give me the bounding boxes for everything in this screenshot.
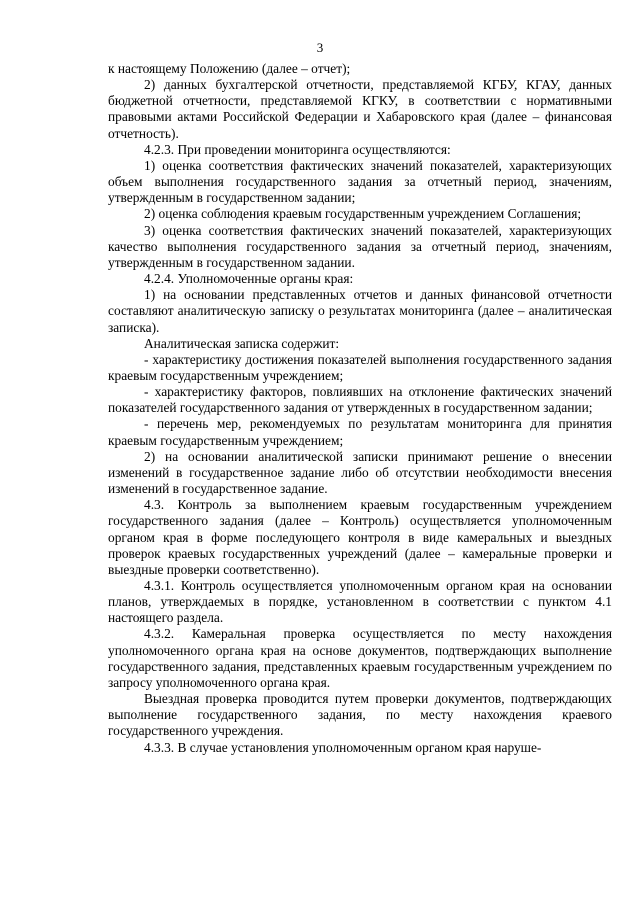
paragraph: Аналитическая записка содержит: [144,335,340,351]
paragraph: - характеристику достижения показателей выполнения государственного задания краевым государственным учреждением; [108,351,612,383]
paragraph: 4.2.3. При проведении мониторинга осуществляются: [144,141,451,157]
document-body [108,61,612,756]
paragraph: к настоящему Положению (далее – отчет); [108,61,351,76]
paragraph: Выездная проверка проводится путем проверки документов, подтверждающих выполнение государственного задания, по месту нахождения краевого государственного учреждения. [108,691,612,739]
paragraph: 2) на основании аналитической записки принимают решение о внесении изменений в государственное задание либо об отсутствии необходимости внесения изменений в государственное задание. [108,448,612,497]
paragraph: 2) оценка соблюдения краевым государственным учреждением Соглашения; [144,206,582,222]
paragraph: 4.3.3. В случае установления уполномоченным органом края наруше- [144,739,542,755]
paragraph: 4.3. Контроль за выполнением краевым государственным учреждением государственного задания (далее – Контроль) осуществляется уполномоченным органом края в форме последующего контроля в виде камеральных и выездных проверок краевых государственных учреждений (далее – камеральные проверки и выездные проверки соответственно). [108,497,612,577]
paragraph: 1) оценка соответствия фактических значений показателей, характеризующих объем выполнения государственного задания за отчетный период, значениям, утвержденным в государственном задании; [108,157,612,206]
paragraph: 4.3.2. Камеральная проверка осуществляется по месту нахождения уполномоченного органа края на основе документов, подтверждающих выполнение государственного задания, представленных краевым государственным учреждением по запросу уполномоченного органа края. [108,626,612,690]
page-number: 3 [316,40,324,55]
paragraph: 3) оценка соответствия фактических значений показателей, характеризующих качество выполнения государственного задания за отчетный период, значениям, утвержденным в государственном задании. [108,222,612,270]
paragraph: 1) на основании представленных отчетов и данных финансовой отчетности составляют аналитическую записку о результатах мониторинга (далее – аналитическая записка). [108,287,612,335]
paragraph: 2) данных бухгалтерской отчетности, представляемой КГБУ, КГАУ, данных бюджетной отчетности, представляемой КГКУ, в соответствии с нормативными правовыми актами Российской Федерации и Хабаровского края (далее – финансовая отчетность). [108,77,612,141]
paragraph: - характеристику факторов, повлиявших на отклонение фактических значений показателей государственного задания от утвержденных в государственном задании; [108,384,612,416]
paragraph: - перечень мер, рекомендуемых по результатам мониторинга для принятия краевым государственным учреждением; [108,416,612,448]
paragraph: 4.3.1. Контроль осуществляется уполномоченным органом края на основании планов, утверждаемых в порядке, установленном в соответствии с пунктом 4.1 настоящего раздела. [108,578,612,626]
paragraph: 4.2.4. Уполномоченные органы края: [144,271,354,287]
